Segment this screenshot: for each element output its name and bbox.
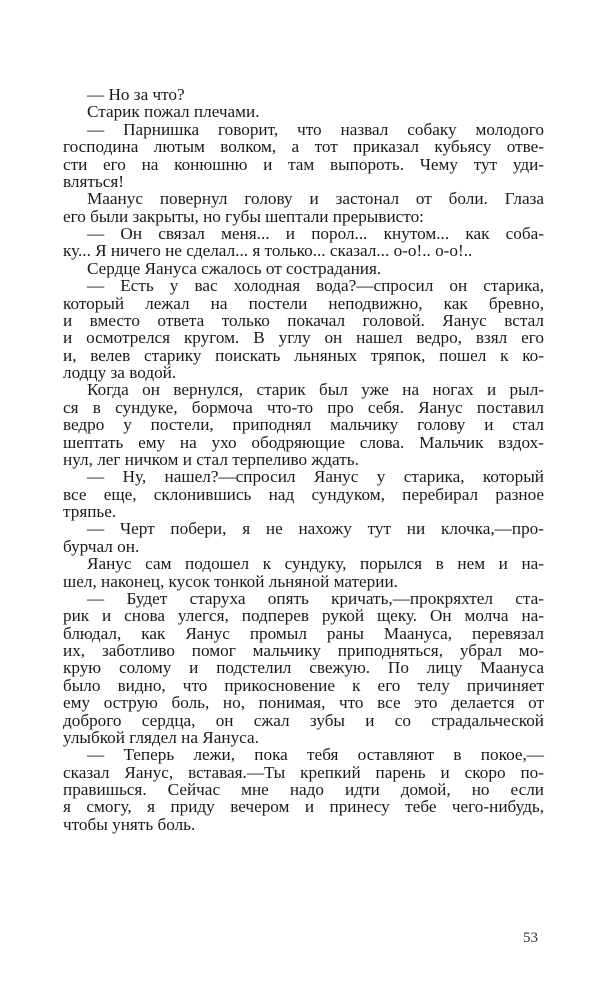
text-line: — Он связал меня... и порол... кнутом... как соба- [87,224,544,243]
text-line: чтобы унять боль. [63,814,196,834]
text-line: Маанус повернул голову и застонал от боли. Глаза [87,189,544,209]
text-line: рик и снова улегся, подперев рукой щеку. Он молча на- [63,606,544,626]
text-line: и вместо ответа только покачал головой. Яанус встал [63,310,544,330]
text-line: я смогу, я приду вечером и принесу тебе чего-нибудь, [63,797,544,817]
text-line: сказал Яанус, вставая.—Ты крепкий парень и скоро по- [63,762,544,782]
text-line: Старик пожал плечами. [87,102,260,122]
text-line: ся в сундуке, бормоча что-то про себя. Яанус поставил [63,397,544,417]
text-line: и осмотрелся кругом. В углу он нашел ведро, взял его [63,328,544,348]
text-line: шептать ему на ухо ободряющие слова. Мальчик вздох- [63,432,544,452]
text-line: ведро у постели, приподнял мальчику голову и стал [63,415,544,435]
text-line: который лежал на постели неподвижно, как бревно, [63,293,544,313]
text-line: тряпье. [63,502,117,521]
text-line: было видно, что прикосновение к его телу причиняет [63,675,544,695]
text-line: лодцу за водой. [63,363,177,382]
text-line: все еще, склонившись над сундуком, перебирал разное [63,484,544,504]
text-line: правишься. Сейчас мне надо идти домой, но если [63,780,544,799]
text-line: Сердце Яануса сжалось от сострадания. [87,258,382,278]
text-line: и, велев старику поискать льняных тряпок, пошел к ко- [63,345,544,365]
text-line: бурчал он. [63,536,140,556]
text-line: — Парнишка говорит, что назвал собаку молодого [87,119,544,139]
text-line: Когда он вернулся, старик был уже на ногах и рыл- [87,380,544,400]
text-line: господина лютым волком, а тот приказал кубьясу отве- [63,137,544,157]
text-line: — Но за что? [87,85,185,104]
text-line: — Теперь лежи, пока тебя оставляют в покое,— [87,745,544,765]
text-line: Яанус сам подошел к сундуку, порылся в нем и на- [87,554,544,574]
text-line: блюдал, как Яанус промыл раны Маануса, перевязал [63,623,544,643]
text-line: — Ну, нашел?—спросил Яанус у старика, который [87,467,544,487]
text-line: крую солому и подстелил свежую. По лицу Маануса [63,658,544,678]
text-line: — Есть у вас холодная вода?—спросил он старика, [87,276,544,296]
text-line: доброго сердца, он сжал зубы и со страдальческой [63,710,544,730]
text-line: улыбкой глядел на Яануса. [63,727,259,747]
text-line: шел, наконец, кусок тонкой льняной материи. [63,571,398,591]
text-line: — Будет старуха опять кричать,—прокряхтел ста- [87,588,544,608]
text-line: нул, лег ничком и стал терпеливо ждать. [63,449,359,469]
text-line: сти его на конюшню и там выпороть. Чему тут уди- [63,154,544,174]
text-line: вляться! [63,171,124,191]
text-line: их, заботливо помог мальчику приподняться, убрал мо- [63,641,544,660]
page-number: 53 [523,930,538,946]
text-line: ку... Я ничего не сделал... я только... сказал... о-о!.. о-о!.. [63,241,473,261]
text-line: ему острую боль, но, понимая, что все это делается от [63,693,544,713]
text-line: его были закрыты, но губы шептали прерывисто: [63,206,424,226]
text-line: — Черт побери, я не нахожу тут ни клочка,—про- [87,519,544,539]
page-body-text [63,86,544,833]
